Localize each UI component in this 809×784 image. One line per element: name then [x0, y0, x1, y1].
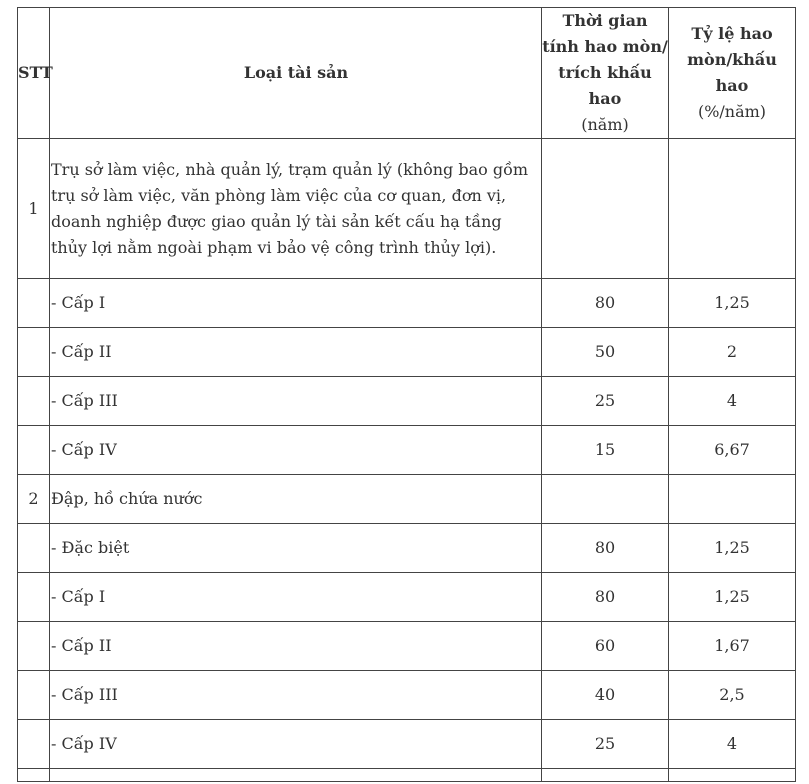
table-row: [18, 524, 796, 573]
row-asset-name: - Cấp III: [50, 377, 542, 426]
header-period-unit: (năm): [581, 115, 629, 134]
table-row: [18, 426, 796, 475]
table-row: [18, 475, 796, 524]
row-years: 80: [542, 573, 669, 622]
row-years: [542, 139, 669, 279]
row-asset-name: - Cấp I: [50, 573, 542, 622]
row-stt: [18, 426, 50, 475]
row-rate: 2,5: [669, 671, 796, 720]
row-years: 80: [542, 279, 669, 328]
table-header-row: [18, 8, 796, 139]
table-row: [18, 328, 796, 377]
row-asset-name: - Cấp III: [50, 671, 542, 720]
depreciation-table: [17, 7, 796, 782]
row-stt: 1: [18, 139, 50, 279]
header-asset-type: Loại tài sản: [50, 8, 542, 139]
header-rate-unit: (%/năm): [697, 102, 767, 121]
header-rate-label: Tỷ lệ hao mòn/khấu hao: [687, 24, 777, 95]
row-rate: 6,67: [669, 426, 796, 475]
row-stt: [18, 524, 50, 573]
row-asset-name: - Cấp II: [50, 622, 542, 671]
row-rate: [669, 139, 796, 279]
header-stt: STT: [18, 8, 50, 139]
row-rate: 1,25: [669, 573, 796, 622]
table-row: [18, 720, 796, 769]
row-asset-name: - Cấp IV: [50, 426, 542, 475]
header-rate: [669, 8, 796, 139]
row-years: 25: [542, 720, 669, 769]
row-stt: [18, 671, 50, 720]
row-stt: 2: [18, 475, 50, 524]
row-asset-name: Trụ sở làm việc, nhà quản lý, trạm quản lý (không bao gồm trụ sở làm việc, văn phòng làm việc của cơ quan, đơn vị, doanh nghiệp được giao quản lý tài sản kết cấu hạ tầng thủy lợi nằm ngoài phạm vi bảo vệ công trình thủy lợi).: [50, 139, 542, 279]
table-row: [18, 377, 796, 426]
table-row: [18, 139, 796, 279]
row-rate: 1,25: [669, 279, 796, 328]
row-asset-name: - Cấp II: [50, 328, 542, 377]
row-years: 40: [542, 671, 669, 720]
table-row: [18, 622, 796, 671]
row-rate: [669, 475, 796, 524]
row-years: 60: [542, 622, 669, 671]
table-row-partial: [18, 769, 796, 782]
header-period-label: Thời gian tính hao mòn/ trích khấu hao: [542, 11, 668, 108]
row-rate: 4: [669, 720, 796, 769]
row-rate: 1,25: [669, 524, 796, 573]
row-rate: 4: [669, 377, 796, 426]
row-rate: 1,67: [669, 622, 796, 671]
row-stt: [18, 720, 50, 769]
row-stt: [18, 377, 50, 426]
row-rate: 2: [669, 328, 796, 377]
table-row: [18, 671, 796, 720]
table-row: [18, 279, 796, 328]
row-stt: [18, 279, 50, 328]
row-stt: [18, 328, 50, 377]
row-asset-name: - Cấp IV: [50, 720, 542, 769]
row-stt: [18, 573, 50, 622]
header-period: [542, 8, 669, 139]
row-asset-name: - Cấp I: [50, 279, 542, 328]
table-row: [18, 573, 796, 622]
row-stt: [18, 622, 50, 671]
row-years: 80: [542, 524, 669, 573]
row-years: [542, 475, 669, 524]
row-years: 50: [542, 328, 669, 377]
row-asset-name: Đập, hồ chứa nước: [50, 475, 542, 524]
row-years: 25: [542, 377, 669, 426]
row-asset-name: - Đặc biệt: [50, 524, 542, 573]
row-years: 15: [542, 426, 669, 475]
